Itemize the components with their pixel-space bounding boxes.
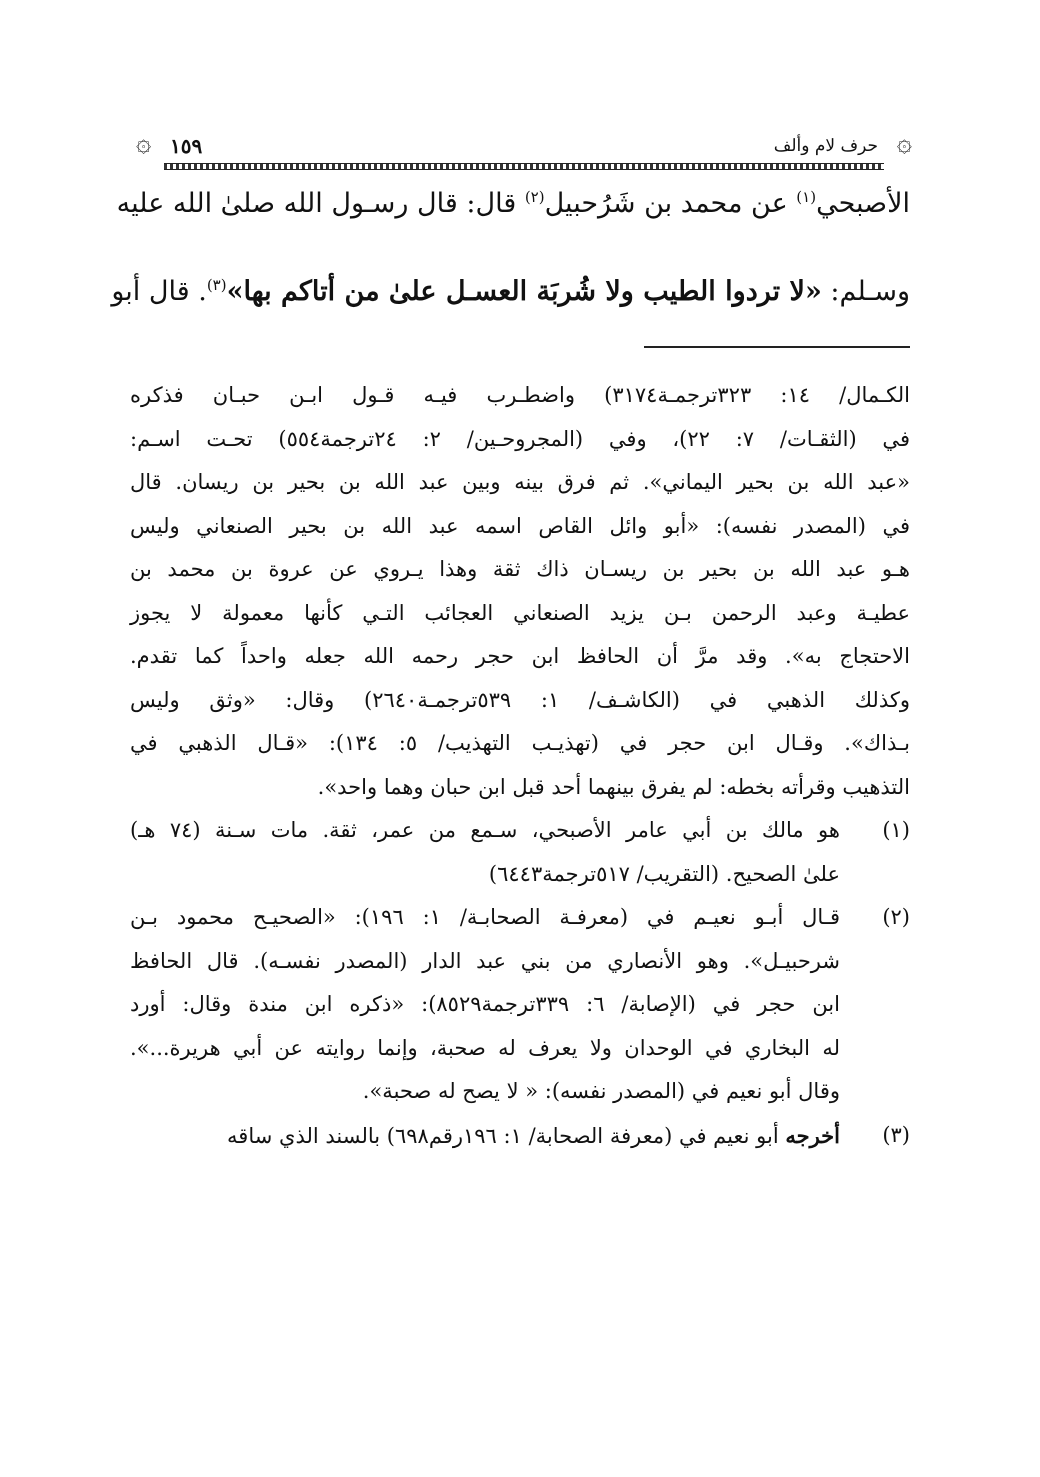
main-text-line	[116, 182, 910, 270]
main-text-segment: الأصبحي	[816, 188, 910, 219]
footnote-line: هو مالك بن أبي عامر الأصبحي، سـمع من عمر، ثقة. مات سـنة (٧٤ هـ)	[130, 818, 840, 842]
footnote-entry	[130, 896, 910, 1114]
footnote-line: هـو عبد الله بن بحير بن ريسـان ذاك ثقة وهذا يـروي عن عروة بن محمد بن	[130, 557, 910, 581]
chapter-title: حرف لام وألف	[773, 136, 878, 156]
main-text-line	[111, 270, 910, 358]
header-ornament-left-icon: ۞	[136, 128, 152, 158]
main-text-segment: عن محمد بن شَرُحبيل	[544, 188, 797, 219]
footnote-entry	[130, 1114, 910, 1158]
main-text	[111, 182, 910, 358]
footnote-reference[interactable]: (٢)	[524, 188, 545, 206]
footnote-line: الاحتجاج به». وقد مرَّ أن الحافظ ابن حجر رحمه الله جعله واحداً كما تقدم.	[130, 644, 910, 668]
footnote-line: له البخاري في الوحدان ولا يعرف له صحبة، وإنما روايته عن أبي هريرة...».	[130, 1035, 840, 1060]
footnote-marker: (٣)	[882, 1122, 910, 1147]
footnote-line: في (المصدر نفسه): «أبو وائل القاص اسمه عبد الله بن بحير الصنعاني وليس	[130, 513, 910, 538]
footnote-reference[interactable]: (٣)	[206, 276, 227, 294]
page-header	[136, 128, 912, 176]
footnotes	[130, 374, 910, 1157]
footnote-bold-prefix: أخرجه	[785, 1122, 840, 1148]
footnote-line: في (الثقـات/ ٧: ٢٢)، وفي (المجروحـين/ ٢: ٢٤ترجمة٥٥٤) تحـت اسـم:	[130, 426, 910, 451]
footnote-line: وقال أبو نعيم في (المصدر نفسه): « لا يصح له صحبة».	[362, 1079, 840, 1103]
footnote-marker: (٢)	[882, 905, 910, 929]
footnote-line: التذهيب وقرأته بخطه: لم يفرق بينهما أحد قبل ابن حبان وهما واحد».	[317, 774, 910, 799]
footnote-line: ابن حجر في (الإصابة/ ٦: ٣٣٩ترجمة٨٥٢٩): «ذكره ابن مندة وقال: أورد	[130, 992, 840, 1016]
footnote-line: أخرجه أبو نعيم في (معرفة الصحابة/ ١: ١٩٦رقم٦٩٨) بالسند الذي ساقه	[227, 1122, 840, 1148]
header-rule	[164, 163, 884, 170]
footnote-line: بـذاك». وقـال ابن حجر في (تهذيـب التهذيب/ ٥: ١٣٤): «قـال الذهبي في	[130, 731, 910, 755]
footnote-line: الكـمال/ ١٤: ٣٢٣ترجمـة٣١٧٤) واضطـرب فيـه قـول ابـن حبـان فذكره	[130, 383, 910, 407]
main-text-segment: وسـلم:	[821, 276, 910, 307]
main-text-segment: قال: قال رسـول الله صلىٰ الله عليه	[116, 188, 525, 219]
footnote-entry	[130, 809, 910, 896]
main-text-segment: . قال أبو	[111, 276, 207, 307]
header-ornament-right-icon: ۞	[896, 128, 912, 158]
footnote-continuation	[130, 374, 910, 809]
page-number: ١٥٩	[170, 134, 203, 158]
footnote-line: «عبد الله بن بحير اليماني». ثم فرق بينه وبين عبد الله بن بحير بن ريسان. قال	[130, 470, 910, 494]
hadith-quote: «لا تردوا الطيب ولا شُربَة العسـل علىٰ من أتاكم بها»	[226, 276, 822, 307]
footnote-line: وكذلك الذهبي في (الكاشـف/ ١: ٥٣٩ترجمـة٢٦٤٠) وقال: «وثق وليس	[130, 687, 910, 712]
footnote-separator	[644, 346, 910, 348]
footnote-reference[interactable]: (١)	[796, 188, 817, 206]
footnote-entries	[130, 809, 910, 1157]
footnote-line: شرحبيـل». وهو الأنصاري من بني عبد الدار (المصدر نفسـه). قال الحافظ	[130, 948, 840, 973]
footnote-marker: (١)	[882, 818, 910, 842]
footnote-line: قـال أبـو نعيـم في (معرفـة الصحابـة/ ١: ١٩٦): «الصحيـح محمود بـن	[130, 905, 840, 929]
footnote-line: علىٰ الصحيح. (التقريب/ ٥١٧ترجمة٦٤٤٣)	[488, 861, 840, 886]
footnote-line: عطيـة وعبد الرحمن بـن يزيد الصنعاني العجائب التـي كأنها معمولة لا يجوز	[130, 600, 910, 625]
